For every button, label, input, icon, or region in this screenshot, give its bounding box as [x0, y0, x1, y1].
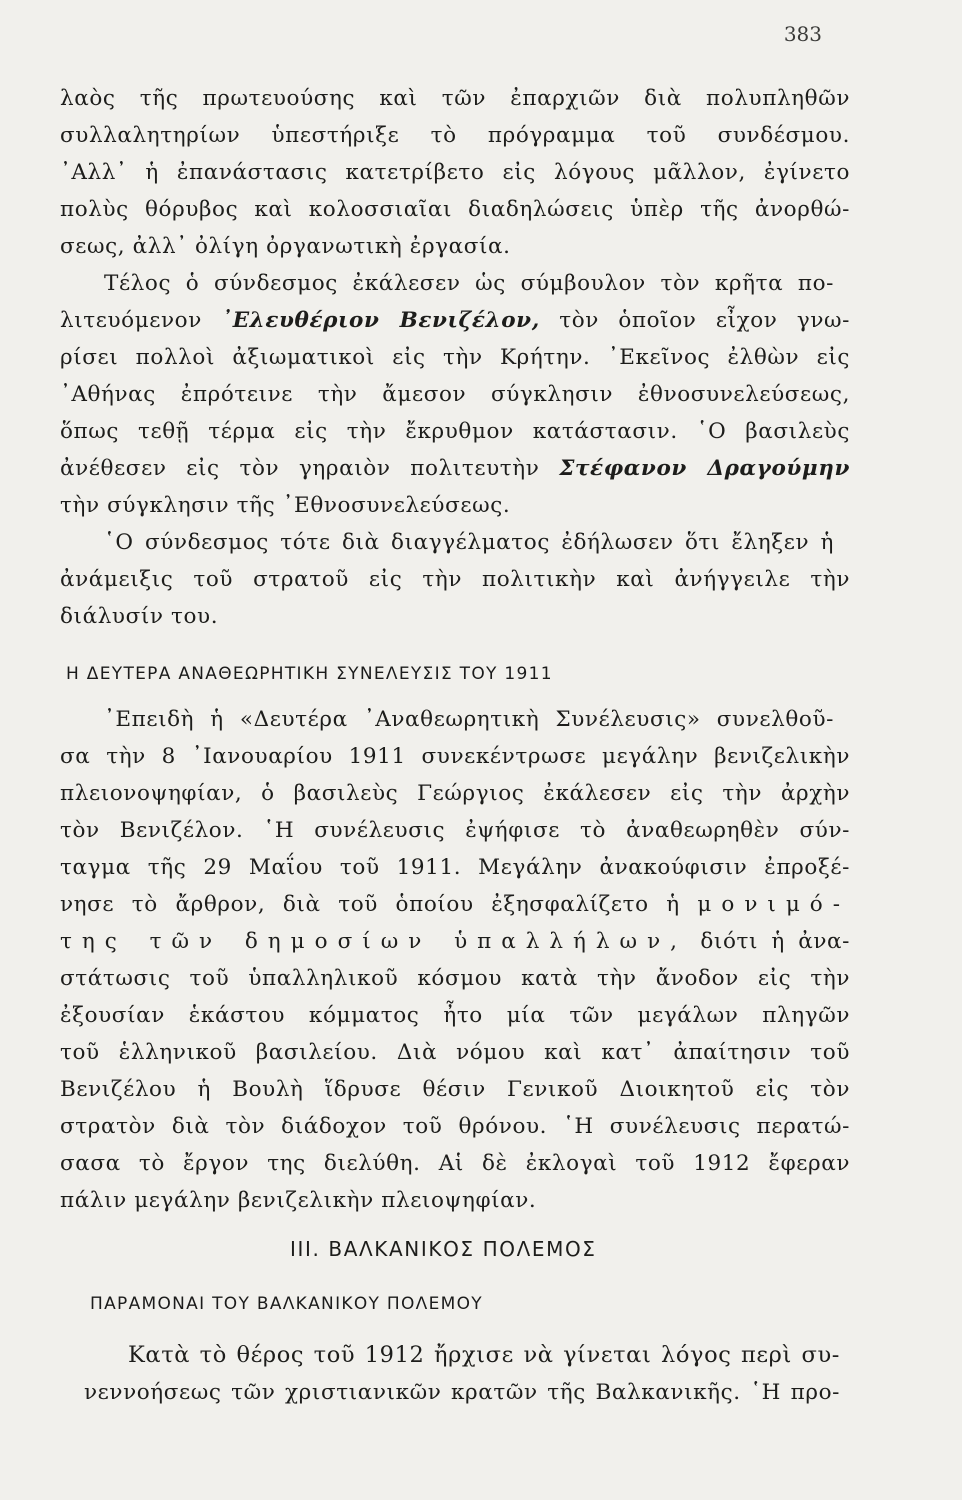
- page-number: 383: [783, 22, 822, 46]
- chapter-heading-balkan-war: III. ΒΑΛΚΑΝΙΚΟΣ ΠΟΛΕΜΟΣ: [290, 1237, 597, 1261]
- spaced-emphasis: της τῶν δημοσίων ὑπαλλήλων,: [60, 929, 687, 954]
- text-line: Βενιζέλου ἡ Βουλὴ ἵδρυσε θέσιν Γενικοῦ Διοικητοῦ εἰς τὸν: [60, 1077, 850, 1102]
- spaced-emphasis: μονιμό-: [697, 892, 851, 917]
- text-line: ἀνάμειξις τοῦ στρατοῦ εἰς τὴν πολιτικὴν καὶ ἀνήγγειλε τὴν: [60, 567, 850, 592]
- text-line: συλλαλητηρίων ὑπεστήριξε τὸ πρόγραμμα τοῦ συνδέσμου.: [60, 123, 850, 148]
- text-line: τοῦ ἑλληνικοῦ βασιλείου. Διὰ νόμου καὶ κατ᾿ ἀπαίτησιν τοῦ: [60, 1040, 850, 1065]
- text-segment: νησε τὸ ἄρθρον, διὰ τοῦ ὁποίου ἐξησφαλίζετο ἡ: [60, 892, 680, 917]
- text-line: στρατὸν διὰ τὸν διάδοχον τοῦ θρόνου. ῾Η συνέλευσις περατώ-: [60, 1114, 850, 1139]
- text-line: πολὺς θόρυβος καὶ κολοσσιαῖαι διαδηλώσεις ὑπὲρ τῆς ἀνορθώ-: [60, 197, 850, 222]
- text-line: νεννοήσεως τῶν χριστιανικῶν κρατῶν τῆς Βαλκανικῆς. ῾Η προ-: [84, 1380, 840, 1405]
- name-dragoumis: Στέφανον Δραγούμην: [559, 456, 850, 481]
- text-line: πλειονοψηφίαν, ὁ βασιλεὺς Γεώργιος ἐκάλεσεν εἰς τὴν ἀρχὴν: [60, 781, 850, 806]
- text-line: σασα τὸ ἔργον της διελύθη. Αἱ δὲ ἐκλογαὶ τοῦ 1912 ἔφεραν: [60, 1151, 850, 1176]
- text-line: ᾿Αθήνας ἐπρότεινε τὴν ἄμεσον σύγκλησιν ἐθνοσυνελεύσεως,: [60, 382, 850, 407]
- text-line: [60, 458, 850, 480]
- text-line: ρίσει πολλοὶ ἀξιωματικοὶ εἰς τὴν Κρήτην. ᾿Εκεῖνος ἐλθὼν εἰς: [60, 345, 850, 370]
- text-line: τὸν Βενιζέλον. ῾Η συνέλευσις ἐψήφισε τὸ ἀναθεωρηθὲν σύν-: [60, 818, 850, 843]
- text-line: ταγμα τῆς 29 Μαΐου τοῦ 1911. Μεγάλην ἀνακούφισιν ἐπροξέ-: [60, 855, 850, 880]
- section-heading-prelude: ΠΑΡΑΜΟΝΑΙ ΤΟΥ ΒΑΛΚΑΝΙΚΟΥ ΠΟΛΕΜΟΥ: [90, 1294, 483, 1314]
- text-segment: λιτευόμενον: [60, 308, 202, 333]
- section-heading-second-assembly: Η ΔΕΥΤΕΡΑ ΑΝΑΘΕΩΡΗΤΙΚΗ ΣΥΝΕΛΕΥΣΙΣ ΤΟΥ 1911: [66, 664, 553, 684]
- text-line: ᾿Αλλ᾿ ἡ ἐπανάστασις κατετρίβετο εἰς λόγους μᾶλλον, ἐγίνετο: [60, 160, 850, 185]
- text-line: σεως, ἀλλ᾿ ὀλίγη ὀργανωτικὴ ἐργασία.: [60, 234, 511, 259]
- text-line: σα τὴν 8 ᾿Ιανουαρίου 1911 συνεκέντρωσε μεγάλην βενιζελικὴν: [60, 744, 850, 769]
- text-segment: ἀνέθεσεν εἰς τὸν γηραιὸν πολιτευτὴν: [60, 456, 540, 481]
- text-line: Κατὰ τὸ θέρος τοῦ 1912 ἤρχισε νὰ γίνεται λόγος περὶ συ-: [128, 1342, 840, 1368]
- text-line: ὅπως τεθῇ τέρμα εἰς τὴν ἔκρυθμον κατάστασιν. ῾Ο βασιλεὺς: [60, 419, 850, 444]
- text-line: ᾿Επειδὴ ἡ «Δευτέρα ᾿Αναθεωρητικὴ Συνέλευσις» συνελθοῦ-: [104, 707, 834, 732]
- name-venizelos: ᾿Ελευθέριον Βενιζέλον,: [221, 308, 540, 333]
- text-line: λαὸς τῆς πρωτευούσης καὶ τῶν ἐπαρχιῶν διὰ πολυπληθῶν: [60, 86, 850, 111]
- text-segment: τὸν ὁποῖον εἶχον γνω-: [559, 308, 850, 333]
- text-line: διάλυσίν του.: [60, 604, 219, 629]
- text-line: ῾Ο σύνδεσμος τότε διὰ διαγγέλματος ἐδήλωσεν ὅτι ἔληξεν ἡ: [104, 530, 834, 555]
- text-line: [60, 894, 850, 916]
- text-line: στάτωσις τοῦ ὑπαλληλικοῦ κόσμου κατὰ τὴν ἄνοδον εἰς τὴν: [60, 966, 850, 991]
- text-line: [60, 931, 850, 953]
- text-line: τὴν σύγκλησιν τῆς ᾿Εθνοσυνελεύσεως.: [60, 493, 511, 518]
- text-line: [60, 310, 850, 332]
- text-line: Τέλος ὁ σύνδεσμος ἐκάλεσεν ὡς σύμβουλον τὸν κρῆτα πο-: [104, 271, 834, 296]
- text-line: ἐξουσίαν ἑκάστου κόμματος ἦτο μία τῶν μεγάλων πληγῶν: [60, 1003, 850, 1028]
- text-segment: διότι ἡ ἀνα-: [700, 929, 851, 954]
- text-line: πάλιν μεγάλην βενιζελικὴν πλειοψηφίαν.: [60, 1188, 537, 1213]
